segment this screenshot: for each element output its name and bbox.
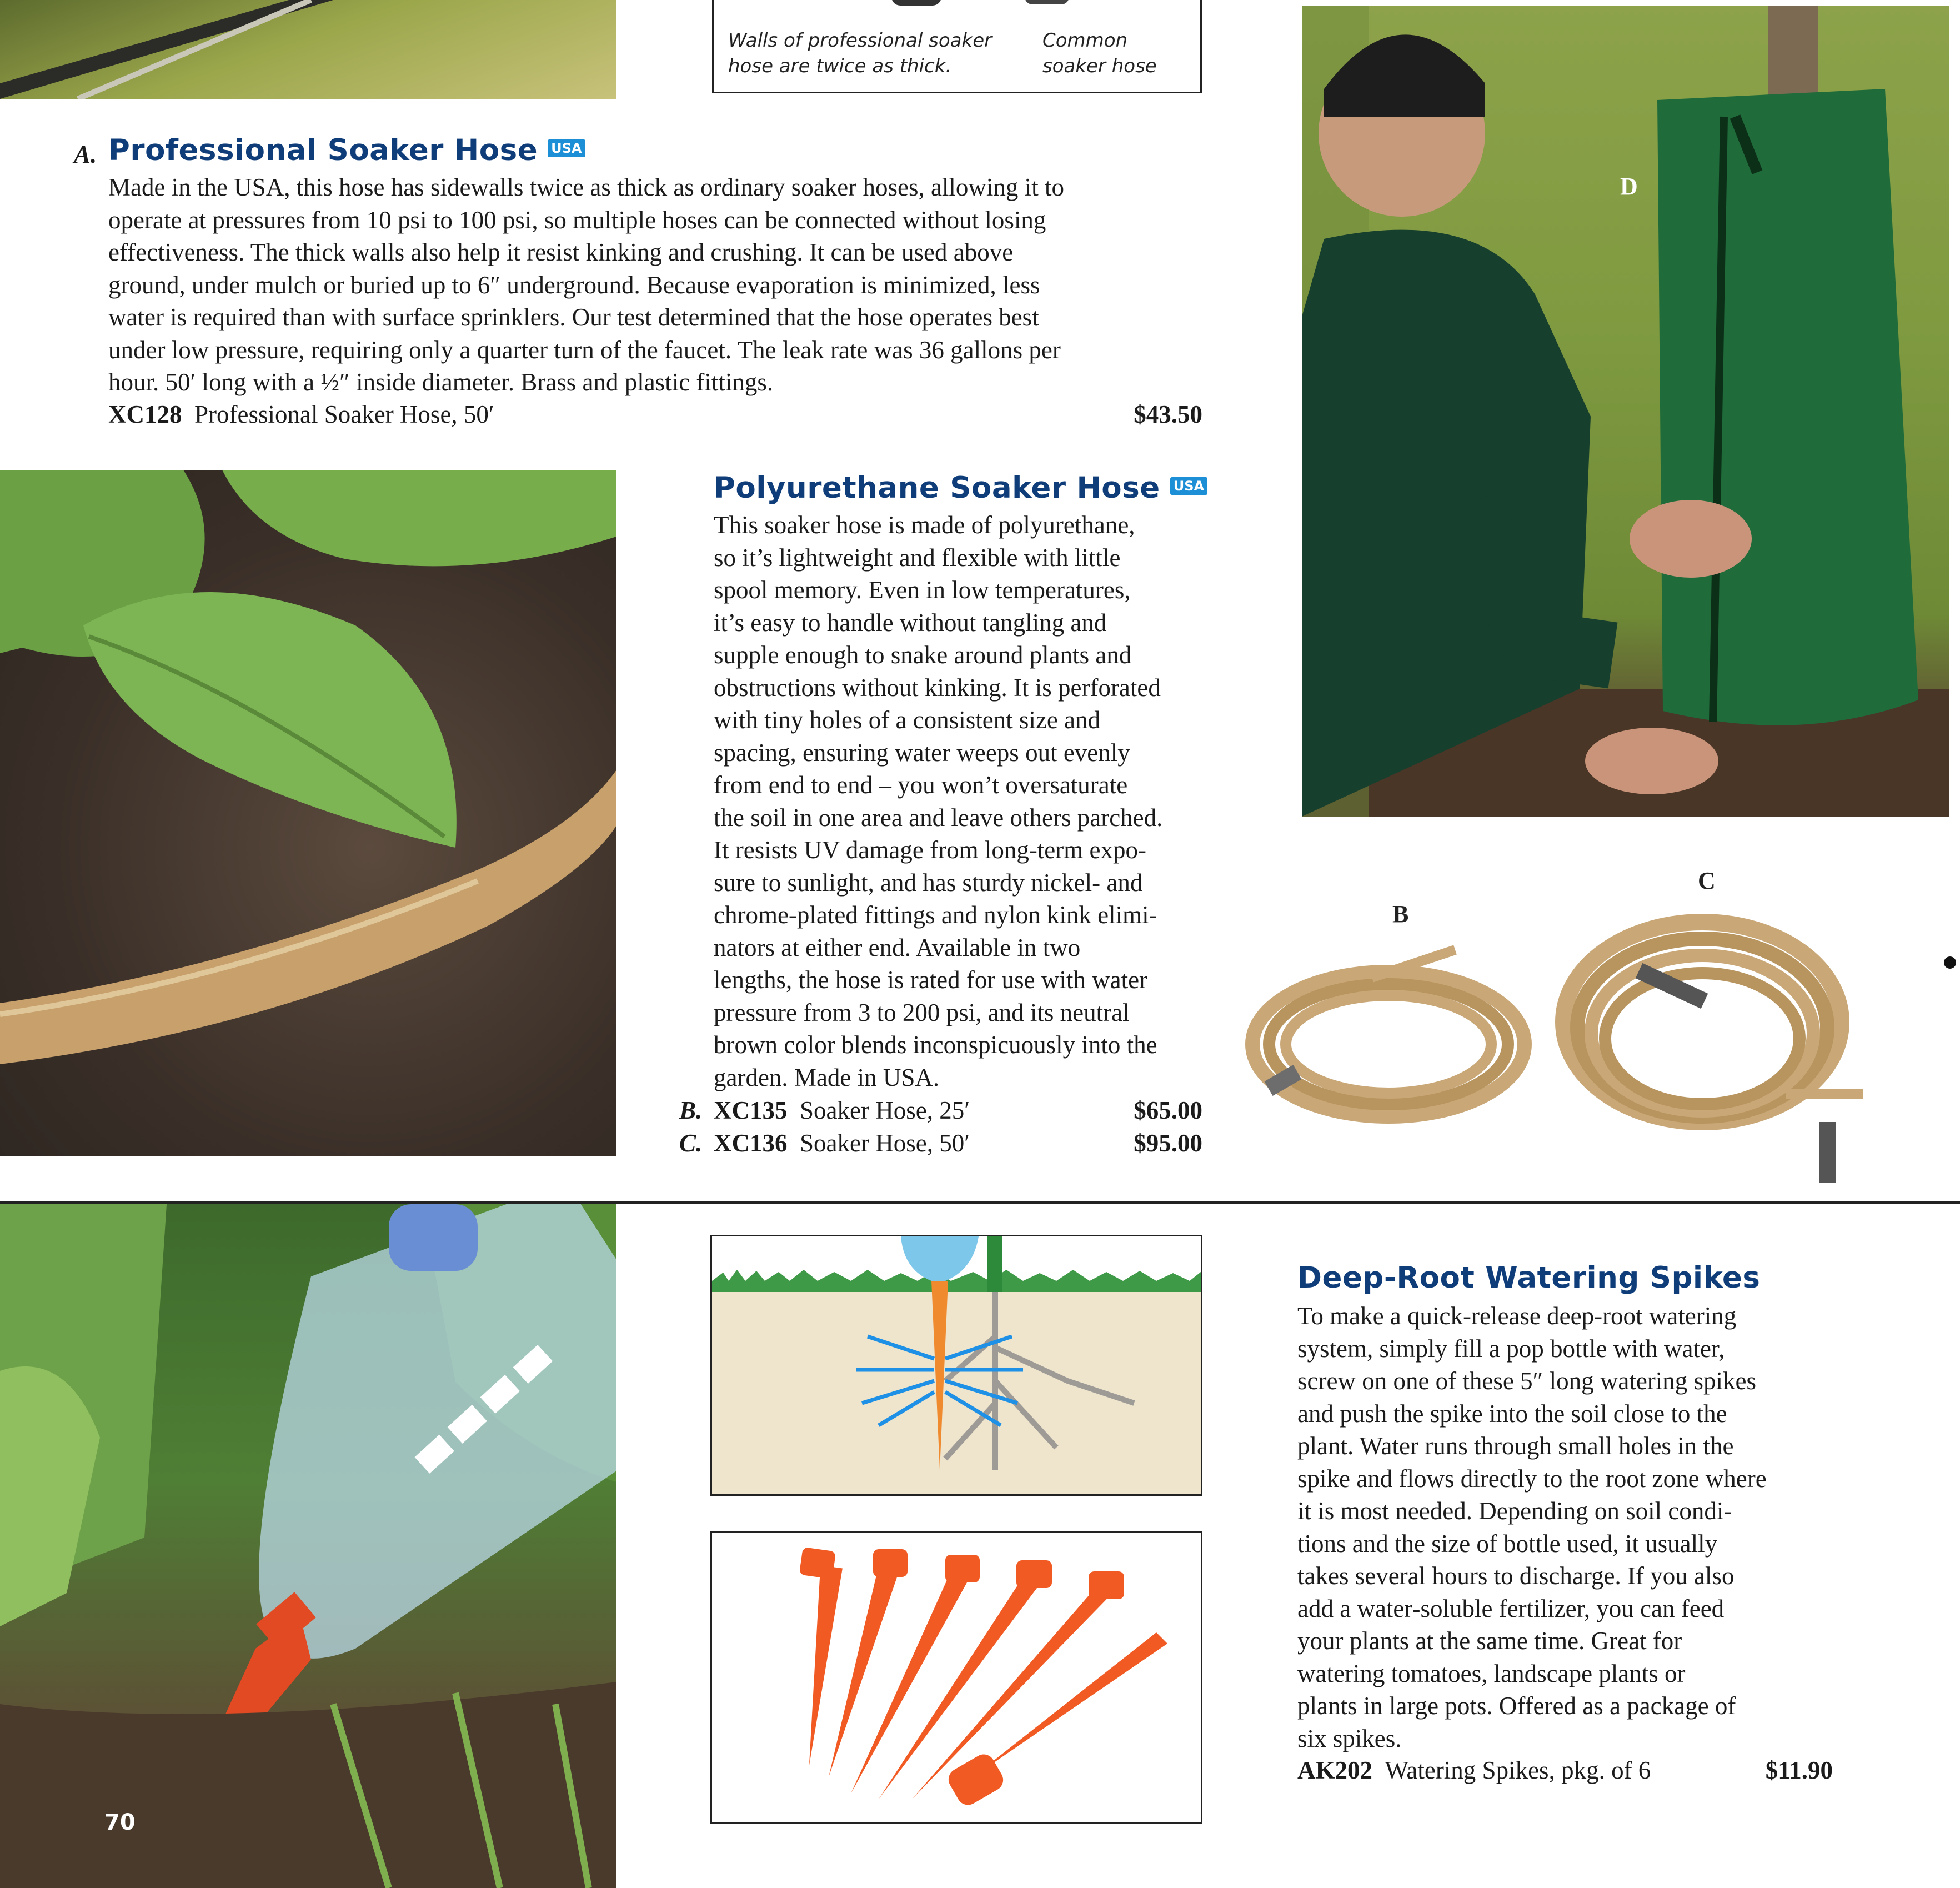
- bottle-spike-photo: [0, 1204, 616, 1888]
- price: $43.50: [1134, 400, 1202, 428]
- product-a-title: Professional Soaker Hose USA: [108, 133, 585, 167]
- thickness-caption-box: [712, 0, 1202, 93]
- spikes-product-image: [710, 1531, 1202, 1824]
- item-letter-c: C.: [679, 1129, 703, 1157]
- price: $65.00: [1134, 1096, 1202, 1124]
- spike-root-diagram: [710, 1235, 1202, 1496]
- tree-watering-bag-photo: [1302, 6, 1949, 817]
- price: $11.90: [1765, 1756, 1833, 1784]
- top-hose-photo: [0, 0, 616, 99]
- sku: XC135: [714, 1096, 788, 1124]
- sku-description: Professional Soaker Hose, 50′: [194, 400, 494, 428]
- item-letter-b: B.: [679, 1096, 703, 1124]
- product-a-description: Made in the USA, this hose has sidewalls twice as thick as ordinary soaker hoses, allowing it to operate at pressures from 10 psi to 100 psi, so multiple hoses can be connected without losing effectiveness. The thick walls also help it resist kinking and crushing. It can be used above ground, under mulch or buried up to 6″ underground. Because evaporation is minimized, less water is required than with surface sprinklers. Our test determined that the hose operates best under low pressure, requiring only a quarter turn of the faucet. The leak rate was 36 gallons per hour. 50′ long with a ½″ inside diameter. Brass and plastic fittings.: [108, 173, 1064, 396]
- product-bc-title: Polyurethane Soaker Hose USA: [714, 471, 1207, 505]
- photo-label-b: B: [1392, 900, 1409, 928]
- product-a-order-line: [108, 398, 1202, 431]
- hose-cross-section-image: [891, 0, 941, 6]
- sku-description: Soaker Hose, 25′: [800, 1096, 970, 1124]
- caption-common: Common soaker hose: [1042, 29, 1157, 77]
- photo-label-d: D: [1620, 173, 1638, 200]
- product-bc-order-lines: [679, 1094, 1202, 1159]
- section-divider: [0, 1201, 1960, 1204]
- sku: XC128: [108, 400, 182, 428]
- product-bc-description: This soaker hose is made of polyurethane, so it’s lightweight and flexible with little spool memory. Even in low temperatures, it’s easy to handle without tangling and supple enough to snake around plants and obstructions without kinking. It is perforated with tiny holes of a consistent size and spacing, ensuring water weeps out evenly from end to end – you won’t oversaturate the soil in one area and leave others parched. It resists UV damage from long-term expo- sure to sunlight, and has sturdy nickel- and chrome-plated fittings and nylon kink elimi- nators at either end. Available in two lengths, the hose is rated for use with water pressure from 3 to 200 psi, and its neutral brown color blends inconspicuously into the garden. Made in USA.: [714, 511, 1163, 1091]
- hose-cross-section-image-common: [1025, 0, 1069, 4]
- photo-label-c: C: [1698, 867, 1716, 894]
- item-letter-a: A.: [74, 141, 97, 168]
- polyurethane-hose-photo: [0, 470, 616, 1156]
- usa-badge-icon: USA: [548, 139, 585, 157]
- price: $95.00: [1134, 1129, 1202, 1157]
- product-spikes-title: Deep-Root Watering Spikes: [1297, 1261, 1761, 1295]
- product-spikes-order-line: [1297, 1754, 1833, 1787]
- order-line-c: [679, 1127, 1202, 1160]
- coiled-hose-25-image: [1244, 944, 1533, 1128]
- sku-description: Soaker Hose, 50′: [800, 1129, 970, 1157]
- sku-description: Watering Spikes, pkg. of 6: [1385, 1756, 1651, 1784]
- sku: XC136: [714, 1129, 788, 1157]
- caption-professional: Walls of professional soaker hose are twice as thick.: [728, 29, 992, 77]
- sku: AK202: [1297, 1756, 1372, 1784]
- coiled-hose-50-image: [1552, 911, 1863, 1189]
- order-line-b: [679, 1094, 1202, 1127]
- page-bullet-icon: [1944, 956, 1956, 969]
- page-number: 70: [104, 1810, 136, 1835]
- product-spikes-description: To make a quick-release deep-root watering system, simply fill a pop bottle with water, screw on one of these 5″ long watering spikes and push the spike into the soil close to the plant. Water runs through small holes in the spike and flows directly to the root zone where it is most needed. Depending on soil condi- tions and the size of bottle used, it usually takes several hours to discharge. If you also add a water-soluble fertilizer, you can feed your plants at the same time. Great for watering tomatoes, landscape plants or plants in large pots. Offered as a package of six spikes.: [1297, 1302, 1767, 1752]
- usa-badge-icon: USA: [1170, 477, 1207, 495]
